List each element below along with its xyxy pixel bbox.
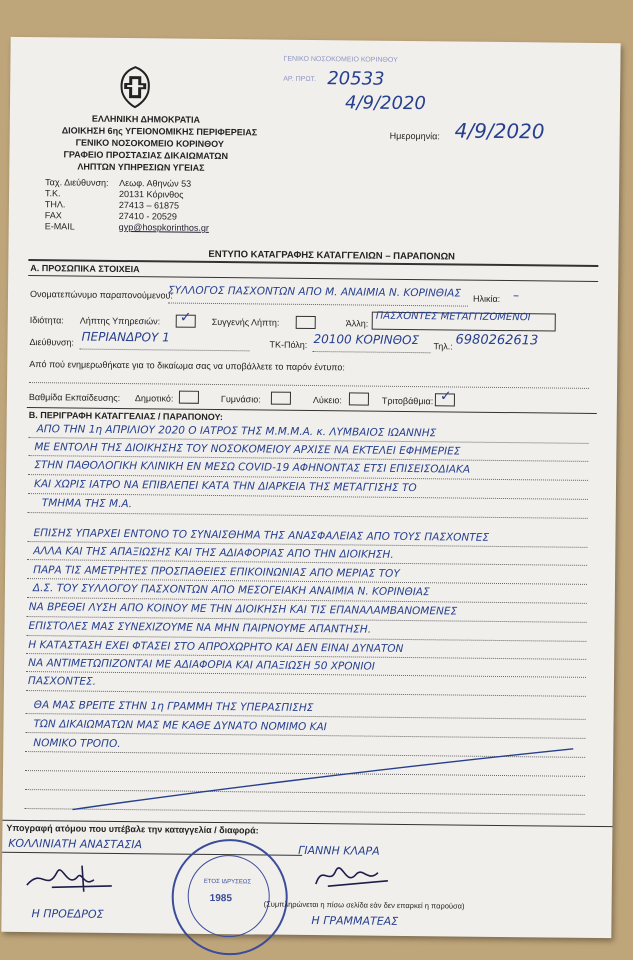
age-value[interactable]: – bbox=[512, 288, 520, 303]
seal-year: 1985 bbox=[209, 892, 232, 905]
complaint-line: ΑΠΟ ΤΗΝ 1η ΑΠΡΙΛΙΟΥ 2020 Ο ΙΑΤΡΟΣ ΤΗΣ Μ.Μ.Μ.Α. κ. ΛΥΜΒΑΙΟΣ ΙΩΑΝΝΗΣ bbox=[36, 423, 437, 440]
edu-tertiary-label: Τριτοβάθμια: bbox=[381, 395, 434, 407]
other-label: Άλλη: bbox=[345, 318, 369, 329]
phone-value[interactable]: 6980262613 bbox=[455, 332, 539, 349]
section-a-heading: Α. ΠΡΟΣΩΠΙΚΑ ΣΤΟΙΧΕΙΑ bbox=[30, 263, 140, 275]
complaint-line: ΘΑ ΜΑΣ ΒΡΕΙΤΕ ΣΤΗΝ 1η ΓΡΑΜΜΗ ΤΗΣ ΥΠΕΡΑΣΠΙΣΗΣ bbox=[33, 699, 314, 715]
contact-value-tk: 20131 Κόρινθος bbox=[119, 188, 184, 200]
edu-lyceum-label: Λύκειο: bbox=[312, 395, 342, 406]
complaint-form-page bbox=[1, 37, 620, 938]
signer-1-name: ΚΟΛΛΙΝΙΑΤΗ ΑΝΑΣΤΑΣΙΑ bbox=[8, 836, 143, 852]
association-seal bbox=[171, 839, 288, 956]
rule-dots bbox=[28, 512, 588, 519]
capacity-label: Ιδιότητα: bbox=[29, 315, 64, 326]
back-page-note: (Συμπληρώνεται η πίσω σελίδα εάν δεν επαρκεί η παρούσα) bbox=[263, 899, 465, 911]
contact-value-fax: 27410 - 20529 bbox=[118, 210, 177, 222]
address-value[interactable]: ΠΕΡΙΑΝΔΡΟΥ 1 bbox=[81, 329, 170, 345]
edu-primary-checkbox[interactable] bbox=[179, 391, 199, 404]
contact-label-tk: Τ.Κ. bbox=[45, 188, 61, 199]
stamp-protocol-label: ΑΡ. ΠΡΩΤ. bbox=[283, 75, 317, 84]
complaint-line: Δ.Σ. ΤΟΥ ΣΥΛΛΟΓΟΥ ΠΑΣΧΟΝΤΩΝ ΑΠΟ ΜΕΣΟΓΕΙΑΚΗ ΑΝΑΙΜΙΑ Ν. ΚΟΡΙΝΘΙΑΣ bbox=[32, 582, 430, 599]
contact-value-phone: 27413 – 61875 bbox=[118, 199, 180, 211]
tk-value[interactable]: 20100 ΚΟΡΙΝΘΟΣ bbox=[313, 332, 420, 348]
contact-value-address: Λεωφ. Αθηνών 53 bbox=[119, 177, 192, 189]
header-line-4: ΓΡΑΦΕΙΟ ΠΡΟΣΤΑΣΙΑΣ ΔΙΚΑΙΩΜΑΤΩΝ bbox=[63, 149, 229, 162]
relative-checkbox[interactable] bbox=[296, 316, 316, 329]
complaint-ruling bbox=[11, 37, 621, 43]
address-label: Διεύθυνση: bbox=[29, 337, 74, 348]
secretary-signature-icon bbox=[308, 856, 398, 897]
complaint-line: ΤΩΝ ΔΙΚΑΙΩΜΑΤΩΝ ΜΑΣ ΜΕ ΚΑΘΕ ΔΥΝΑΤΟ ΝΟΜΙΜΟ ΚΑΙ bbox=[33, 718, 327, 734]
rule-section-a bbox=[28, 275, 598, 282]
tertiary-check-mark: ✓ bbox=[439, 388, 452, 405]
complaint-line: ΠΑΣΧΟΝΤΕΣ. bbox=[27, 675, 97, 688]
informed-dots bbox=[29, 382, 589, 389]
complaint-line: ΝΑ ΑΝΤΙΜΕΤΩΠΙΖΟΝΤΑΙ ΜΕ ΑΔΙΑΦΟΡΙΑ ΚΑΙ ΑΠΑΞΙΩΣΗ 50 ΧΡΟΝΙΟΙ bbox=[28, 657, 375, 673]
contact-label-email: E-MAIL bbox=[44, 221, 75, 232]
complaint-line: ΑΛΛΑ ΚΑΙ ΤΗΣ ΑΠΑΞΙΩΣΗΣ ΚΑΙ ΤΗΣ ΑΔΙΑΦΟΡΙΑΣ ΑΠΟ ΤΗΝ ΔΙΟΙΚΗΣΗ. bbox=[33, 545, 394, 561]
complaint-line: ΤΜΗΜΑ ΤΗΣ Μ.Α. bbox=[41, 497, 133, 511]
complaint-line: Η ΚΑΤΑΣΤΑΣΗ ΕΧΕΙ ΦΤΑΣΕΙ ΣΤΟ ΑΠΡΟΧΩΡΗΤΟ ΚΑΙ ΔΕΝ ΕΙΝΑΙ ΔΥΝΑΤΟΝ bbox=[28, 639, 404, 655]
complaint-line: ΕΠΙΣΗΣ ΥΠΑΡΧΕΙ ΕΝΤΟΝΟ ΤΟ ΣΥΝΑΙΣΘΗΜΑ ΤΗΣ ΑΝΑΣΦΑΛΕΙΑΣ ΑΠΟ ΤΟΥΣ ΠΑΣΧΟΝΤΕΣ bbox=[33, 527, 490, 544]
recipient-check-mark: ✓ bbox=[179, 309, 192, 326]
relative-label: Συγγενής Λήπτη: bbox=[211, 316, 280, 328]
greek-coat-of-arms-icon bbox=[112, 64, 158, 110]
complaint-line: ΣΤΗΝ ΠΑΘΟΛΟΓΙΚΗ ΚΛΙΝΙΚΗ ΕΝ ΜΕΣΩ COVID-19 ΑΦΗΝΟΝΤΑΣ ΕΤΣΙ ΕΠΙΣΕΙΣΟΔΙΑΚΑ bbox=[34, 459, 471, 476]
tk-label: ΤΚ-Πόλη: bbox=[269, 339, 308, 350]
stamp-protocol-date: 4/9/2020 bbox=[344, 92, 426, 115]
rule-dots bbox=[26, 671, 586, 678]
edu-gymnasium-label: Γυμνάσιο: bbox=[220, 394, 261, 405]
complaint-line: ΠΑΡΑ ΤΙΣ ΑΜΕΤΡΗΤΕΣ ΠΡΟΣΠΑΘΕΙΕΣ ΕΠΙΚΟΙΝΩΝΙΑΣ ΑΠΟ ΜΕΡΙΑΣ ΤΟΥ bbox=[33, 564, 400, 580]
informed-label: Από πού ενημερωθήκατε για το δικαίωμα σας να υποβάλλετε το παρόν έντυπο: bbox=[29, 359, 345, 373]
other-value: ΠΑΣΧΟΝΤΕΣ ΜΕΤΑΓΓΙΖΟΜΕΝΟΙ bbox=[375, 310, 531, 324]
complaint-line: ΜΕ ΕΝΤΟΛΗ ΤΗΣ ΔΙΟΙΚΗΣΗΣ ΤΟΥ ΝΟΣΟΚΟΜΕΙΟΥ ΑΡΧΙΣΕ ΝΑ ΕΚΤΕΛΕΙ ΕΦΗΜΕΡΙΕΣ bbox=[34, 441, 461, 458]
date-label: Ημερομηνία: bbox=[389, 130, 440, 142]
stamp-title: ΓΕΝΙΚΟ ΝΟΣΟΚΟΜΕΙΟ ΚΟΡΙΝΘΟΥ bbox=[283, 55, 398, 64]
edu-primary-label: Δημοτικό: bbox=[134, 393, 174, 404]
edu-tertiary-checkbox[interactable] bbox=[435, 388, 455, 406]
stamp-protocol-number: 20533 bbox=[327, 68, 385, 90]
president-signature-icon bbox=[22, 857, 132, 898]
edu-gymnasium-checkbox[interactable] bbox=[271, 392, 291, 405]
complaint-line: ΝΑ ΒΡΕΘΕΙ ΛΥΣΗ ΑΠΟ ΚΟΙΝΟΥ ΜΕ ΤΗΝ ΔΙΟΙΚΗΣΗ ΚΑΙ ΤΙΣ ΕΠΑΝΑΛΑΜΒΑΝΟΜΕΝΕΣ bbox=[28, 601, 458, 618]
role-secretary: Η ΓΡΑΜΜΑΤΕΑΣ bbox=[311, 914, 399, 928]
recipient-checkbox[interactable] bbox=[176, 309, 196, 328]
strike-through-line bbox=[63, 737, 584, 822]
role-president: Η ΠΡΟΕΔΡΟΣ bbox=[31, 907, 104, 921]
complaint-line: ΚΑΙ ΧΩΡΙΣ ΙΑΤΡΟ ΝΑ ΕΠΙΒΛΕΠΕΙ ΚΑΤΑ ΤΗΝ ΔΙΑΡΚΕΙΑ ΤΗΣ ΜΕΤΑΓΓΙΣΗΣ ΤΟ bbox=[33, 478, 417, 495]
recipient-label: Λήπτης Υπηρεσιών: bbox=[79, 315, 161, 327]
signature-label: Υπογραφή ατόμου που υπέβαλε την καταγγελία / διαφορά: bbox=[6, 822, 259, 836]
rule-dots bbox=[26, 690, 586, 697]
form-title: ΕΝΤΥΠΟ ΚΑΤΑΓΡΑΦΗΣ ΚΑΤΑΓΓΕΛΙΩΝ – ΠΑΡΑΠΟΝΩΝ bbox=[208, 248, 456, 263]
date-value: 4/9/2020 bbox=[454, 118, 545, 144]
signer-2-name: ΓΙΑΝΝΗ ΚΛΑΡΑ bbox=[298, 843, 380, 858]
phone-label: Τηλ.: bbox=[433, 341, 453, 352]
contact-label-address: Ταχ. Διεύθυνση: bbox=[45, 177, 109, 188]
name-value[interactable]: ΣΥΛΛΟΓΟΣ ΠΑΣΧΟΝΤΩΝ ΑΠΟ Μ. ΑΝΑΙΜΙΑ Ν. ΚΟΡΙΝΘΙΑΣ bbox=[167, 284, 462, 300]
tk-dots bbox=[312, 351, 430, 353]
seal-founded-label: ΕΤΟΣ ΙΔΡΥΣΕΩΣ bbox=[203, 878, 252, 886]
complaint-line: ΕΠΙΣΤΟΛΕΣ ΜΑΣ ΣΥΝΕΧΙΖΟΥΜΕ ΝΑ ΜΗΝ ΠΑΙΡΝΟΥΜΕ ΑΠΑΝΤΗΣΗ. bbox=[28, 620, 372, 636]
section-b-heading: Β. ΠΕΡΙΓΡΑΦΗ ΚΑΤΑΓΓΕΛΙΑΣ / ΠΑΡΑΠΟΝΟΥ: bbox=[28, 410, 223, 423]
education-label: Βαθμίδα Εκπαίδευσης: bbox=[28, 392, 121, 403]
contact-label-fax: FAX bbox=[44, 210, 62, 221]
age-label: Ηλικία: bbox=[472, 293, 501, 304]
complaint-line: ΝΟΜΙΚΟ ΤΡΟΠΟ. bbox=[33, 737, 121, 751]
header-line-5: ΛΗΠΤΩΝ ΥΠΗΡΕΣΙΩΝ ΥΓΕΙΑΣ bbox=[77, 161, 205, 173]
header-line-2: ΔΙΟΙΚΗΣΗ 6ης ΥΓΕΙΟΝΟΜΙΚΗΣ ΠΕΡΙΦΕΡΕΙΑΣ bbox=[61, 125, 258, 138]
name-label: Ονοματεπώνυμο παραπονούμενου: bbox=[29, 289, 173, 301]
contact-label-phone: ΤΗΛ. bbox=[44, 199, 66, 210]
contact-value-email: gyp@hospkorinthos.gr bbox=[118, 221, 209, 233]
address-dots bbox=[79, 349, 249, 352]
header-line-1: ΕΛΛΗΝΙΚΗ ΔΗΜΟΚΡΑΤΙΑ bbox=[91, 113, 201, 125]
name-dots bbox=[168, 302, 468, 306]
header-line-3: ΓΕΝΙΚΟ ΝΟΣΟΚΟΜΕΙΟ ΚΟΡΙΝΘΟΥ bbox=[75, 137, 224, 150]
protocol-stamp bbox=[275, 54, 426, 116]
edu-lyceum-checkbox[interactable] bbox=[349, 392, 369, 405]
